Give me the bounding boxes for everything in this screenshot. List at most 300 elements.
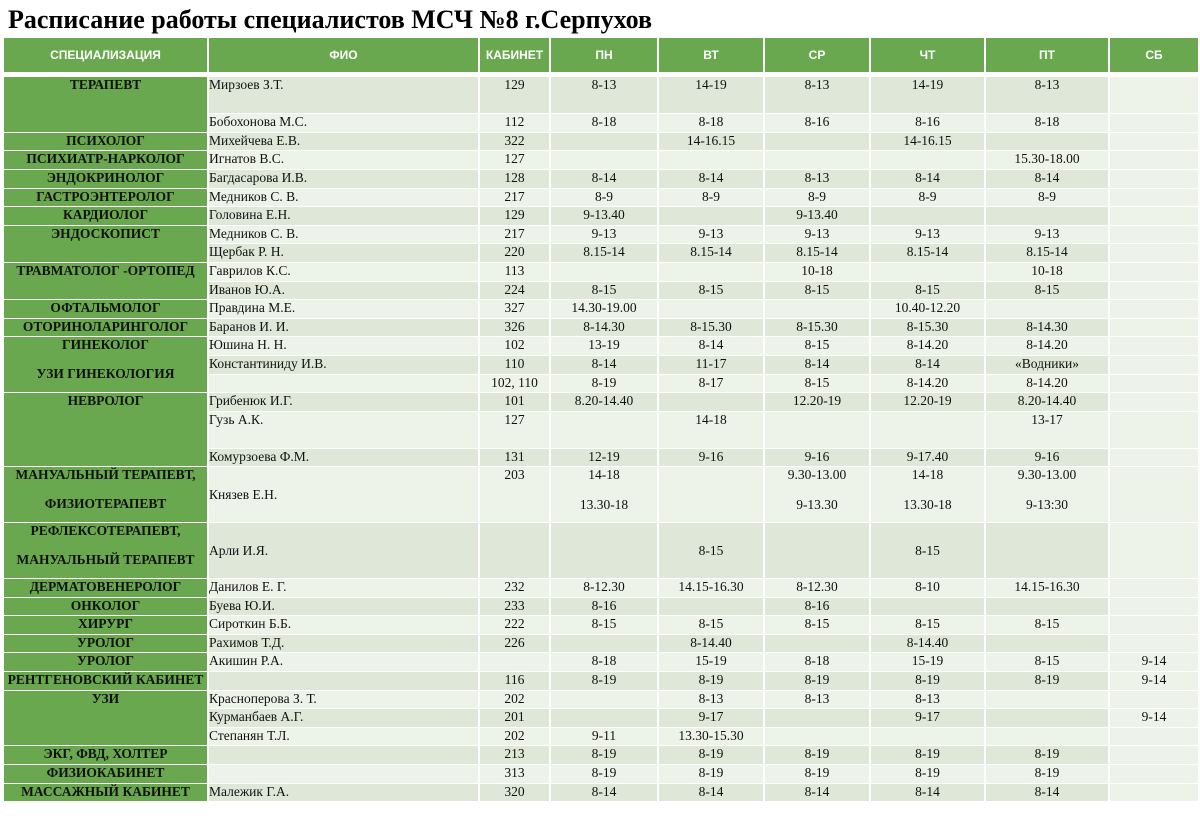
hours-mon-cell: 14.30-19.00 — [551, 300, 659, 319]
cabinet-cell: 102, 110 — [480, 375, 551, 394]
specialization-label: РЕНТГЕНОВСКИЙ КАБИНЕТ — [7, 672, 204, 688]
specialization-cell — [4, 77, 209, 133]
table-row — [4, 207, 1200, 226]
doctor-name-cell: Грибенюк И.Г. — [209, 393, 480, 412]
hours-fri-cell — [986, 728, 1110, 747]
hours-mon-cell: 8-9 — [551, 189, 659, 208]
hours-sat-cell — [1110, 467, 1200, 523]
hours-mon-cell: 8-14 — [551, 784, 659, 803]
specialization-cell — [4, 672, 209, 691]
hours-tue-cell: 13.30-15.30 — [659, 728, 765, 747]
hours-wed-cell — [765, 709, 871, 728]
hours-thu-cell: 8-19 — [871, 746, 986, 765]
hours-sat-cell — [1110, 319, 1200, 338]
hours-mon-cell: 8.20-14.40 — [551, 393, 659, 412]
hours-mon-cell: 8-18 — [551, 653, 659, 672]
doctor-name-cell: Медников С. В. — [209, 226, 480, 245]
hours-fri-cell — [986, 709, 1110, 728]
hours-tue-cell: 8-15 — [659, 616, 765, 635]
hours-tue-cell: 8-18 — [659, 114, 765, 133]
header-fio: ФИО — [209, 38, 480, 72]
cabinet-cell: 101 — [480, 393, 551, 412]
hours-thu-cell — [871, 728, 986, 747]
table-row — [4, 337, 1200, 356]
hours-wed-cell: 8-16 — [765, 114, 871, 133]
cabinet-cell: 102 — [480, 337, 551, 356]
cabinet-cell: 113 — [480, 263, 551, 282]
hours-tue-cell: 8-9 — [659, 189, 765, 208]
header-cabinet: КАБИНЕТ — [480, 38, 551, 72]
cabinet-cell — [480, 523, 551, 579]
hours-sat-cell — [1110, 356, 1200, 375]
cabinet-cell: 116 — [480, 672, 551, 691]
hours-fri-cell: 15.30-18.00 — [986, 151, 1110, 170]
specialization-label: ЭНДОСКОПИСТ — [50, 225, 161, 241]
hours-wed-cell — [765, 133, 871, 152]
specialization-label: ЭКГ, ФВД, ХОЛТЕР — [43, 746, 168, 762]
hours-sat-cell — [1110, 263, 1200, 282]
specialization-label: МАНУАЛЬНЫЙ ТЕРАПЕВТ — [16, 552, 195, 568]
hours-wed-cell — [765, 300, 871, 319]
specialization-label: УЗИ ГИНЕКОЛОГИЯ — [36, 366, 175, 382]
hours-tue-cell: 9-16 — [659, 449, 765, 468]
hours-fri-cell: 8-14.30 — [986, 319, 1110, 338]
hours-thu-cell: 9-17.40 — [871, 449, 986, 468]
hours-mon-cell: 8-19 — [551, 672, 659, 691]
table-row — [4, 635, 1200, 654]
hours-wed-cell: 8-14 — [765, 356, 871, 375]
hours-fri-cell: 8-18 — [986, 114, 1110, 133]
cabinet-cell: 226 — [480, 635, 551, 654]
hours-tue-cell: 9-17 — [659, 709, 765, 728]
hours-wed-cell: 8-16 — [765, 598, 871, 617]
hours-mon-cell — [551, 709, 659, 728]
hours-sat-cell — [1110, 579, 1200, 598]
specialization-label: ФИЗИОКАБИНЕТ — [46, 765, 165, 780]
specialization-cell — [4, 170, 209, 189]
hours-thu-cell: 8-15 — [871, 523, 986, 579]
hours-thu-cell: 8-14 — [871, 356, 986, 375]
specialization-cell — [4, 263, 209, 300]
hours-thu-cell: 9-13 — [871, 226, 986, 245]
specialization-cell — [4, 579, 209, 598]
doctor-name-cell: Сироткин Б.Б. — [209, 616, 480, 635]
cabinet-cell: 224 — [480, 282, 551, 301]
hours-wed-cell: 8.15-14 — [765, 244, 871, 263]
hours-thu-cell: 10.40-12.20 — [871, 300, 986, 319]
hours-tue-cell: 8-14 — [659, 784, 765, 803]
specialization-cell — [4, 691, 209, 747]
hours-thu-cell — [871, 151, 986, 170]
specialization-label: ОНКОЛОГ — [70, 597, 141, 613]
doctor-name-cell: Князев Е.Н. — [209, 467, 480, 523]
hours-tue-cell: 8-15 — [659, 523, 765, 579]
hours-tue-cell — [659, 151, 765, 170]
hours-sat-cell — [1110, 282, 1200, 301]
cabinet-cell: 202 — [480, 728, 551, 747]
specialization-cell — [4, 746, 209, 765]
hours-tue-cell: 14-16.15 — [659, 133, 765, 152]
table-row — [4, 691, 1200, 710]
hours-sat-cell — [1110, 765, 1200, 784]
hours-tue-cell: 8-17 — [659, 375, 765, 394]
cabinet-cell: 127 — [480, 412, 551, 449]
doctor-name-cell: Акишин Р.А. — [209, 653, 480, 672]
doctor-name-cell: Иванов Ю.А. — [209, 282, 480, 301]
hours-sat-cell: 9-14 — [1110, 709, 1200, 728]
hours-mon-cell — [551, 151, 659, 170]
hours-mon-cell: 12-19 — [551, 449, 659, 468]
specialization-cell — [4, 226, 209, 263]
hours-sat-cell — [1110, 133, 1200, 152]
hours-sat-cell — [1110, 207, 1200, 226]
hours-wed-cell: 8-18 — [765, 653, 871, 672]
header-wed: СР — [765, 38, 871, 72]
cabinet-cell: 217 — [480, 189, 551, 208]
hours-tue-cell: 8-15.30 — [659, 319, 765, 338]
table-row — [4, 784, 1200, 803]
hours-wed-cell: 9-13.40 — [765, 207, 871, 226]
hours-mon-cell: 8-16 — [551, 598, 659, 617]
hours-thu-cell: 8-14 — [871, 784, 986, 803]
hours-mon-cell: 8-19 — [551, 746, 659, 765]
table-row — [4, 393, 1200, 412]
hours-wed-cell: 9.30-13.00 9-13.30 — [765, 467, 871, 523]
hours-thu-cell: 8-15.30 — [871, 319, 986, 338]
hours-mon-cell: 8-12.30 — [551, 579, 659, 598]
hours-fri-cell — [986, 300, 1110, 319]
table-row — [4, 579, 1200, 598]
specialization-cell — [4, 151, 209, 170]
hours-sat-cell — [1110, 746, 1200, 765]
hours-wed-cell: 12.20-19 — [765, 393, 871, 412]
specialization-label: ДЕРМАТОВЕНЕРОЛОГ — [29, 579, 182, 595]
hours-wed-cell: 8-13 — [765, 170, 871, 189]
hours-tue-cell: 8-15 — [659, 282, 765, 301]
hours-fri-cell: 8-15 — [986, 616, 1110, 635]
specialization-label: ОФТАЛЬМОЛОГ — [50, 300, 161, 316]
hours-tue-cell: 11-17 — [659, 356, 765, 375]
cabinet-cell: 327 — [480, 300, 551, 319]
doctor-name-cell: Малежик Г.А. — [209, 784, 480, 803]
table-row — [4, 300, 1200, 319]
hours-fri-cell: 8.20-14.40 — [986, 393, 1110, 412]
cabinet-cell: 233 — [480, 598, 551, 617]
hours-thu-cell: 14-16.15 — [871, 133, 986, 152]
hours-sat-cell — [1110, 77, 1200, 114]
hours-thu-cell — [871, 598, 986, 617]
hours-thu-cell: 8-14.20 — [871, 337, 986, 356]
hours-mon-cell: 9-13.40 — [551, 207, 659, 226]
hours-fri-cell: 8-19 — [986, 672, 1110, 691]
hours-wed-cell — [765, 151, 871, 170]
cabinet-cell: 320 — [480, 784, 551, 803]
hours-tue-cell — [659, 207, 765, 226]
doctor-name-cell: Правдина М.Е. — [209, 300, 480, 319]
hours-thu-cell: 8.15-14 — [871, 244, 986, 263]
hours-fri-cell — [986, 691, 1110, 710]
hours-mon-cell: 8.15-14 — [551, 244, 659, 263]
hours-thu-cell: 8-9 — [871, 189, 986, 208]
hours-mon-cell — [551, 133, 659, 152]
specialization-cell — [4, 635, 209, 654]
doctor-name-cell — [209, 375, 480, 394]
hours-wed-cell: 8-15 — [765, 337, 871, 356]
cabinet-cell: 203 — [480, 467, 551, 523]
hours-sat-cell — [1110, 226, 1200, 245]
hours-fri-cell: 8-14.20 — [986, 375, 1110, 394]
specialization-cell — [4, 393, 209, 467]
cabinet-cell: 220 — [480, 244, 551, 263]
cabinet-cell — [480, 653, 551, 672]
hours-sat-cell: 9-14 — [1110, 672, 1200, 691]
doctor-name-cell — [209, 765, 480, 784]
hours-tue-cell: 14.15-16.30 — [659, 579, 765, 598]
hours-mon-cell: 8-13 — [551, 77, 659, 114]
hours-tue-cell: 14-18 — [659, 412, 765, 449]
doctor-name-cell: Степанян Т.Л. — [209, 728, 480, 747]
doctor-name-cell — [209, 746, 480, 765]
specialization-cell — [4, 189, 209, 208]
hours-fri-cell: 8-14 — [986, 784, 1110, 803]
doctor-name-cell: Рахимов Т.Д. — [209, 635, 480, 654]
hours-fri-cell: 8-15 — [986, 653, 1110, 672]
doctor-name-cell: Игнатов В.С. — [209, 151, 480, 170]
specialization-label: ТРАВМАТОЛОГ -ОРТОПЕД — [16, 262, 195, 278]
hours-thu-cell: 8-19 — [871, 672, 986, 691]
hours-tue-cell: 8-19 — [659, 765, 765, 784]
hours-mon-cell: 9-13 — [551, 226, 659, 245]
header-fri: ПТ — [986, 38, 1110, 72]
table-row — [4, 263, 1200, 282]
hours-thu-cell — [871, 263, 986, 282]
hours-mon-cell — [551, 412, 659, 449]
hours-tue-cell: 8-19 — [659, 746, 765, 765]
schedule-body — [4, 77, 1200, 802]
specialization-label: РЕФЛЕКСОТЕРАПЕВТ, — [30, 523, 181, 539]
doctor-name-cell: Курманбаев А.Г. — [209, 709, 480, 728]
hours-wed-cell: 9-16 — [765, 449, 871, 468]
hours-mon-cell: 8-14 — [551, 356, 659, 375]
table-row — [4, 672, 1200, 691]
hours-wed-cell: 8-13 — [765, 77, 871, 114]
cabinet-cell: 127 — [480, 151, 551, 170]
cabinet-cell: 313 — [480, 765, 551, 784]
hours-fri-cell — [986, 635, 1110, 654]
specialization-cell — [4, 467, 209, 523]
hours-sat-cell — [1110, 114, 1200, 133]
header-thu: ЧТ — [871, 38, 986, 72]
hours-tue-cell: 14-19 — [659, 77, 765, 114]
hours-fri-cell: 8-14 — [986, 170, 1110, 189]
hours-fri-cell: 13-17 — [986, 412, 1110, 449]
hours-sat-cell — [1110, 412, 1200, 449]
doctor-name-cell: Гузь А.К. — [209, 412, 480, 449]
doctor-name-cell: Мирзоев З.Т. — [209, 77, 480, 114]
page-title: Расписание работы специалистов МСЧ №8 г.Серпухов — [8, 5, 652, 34]
hours-thu-cell — [871, 207, 986, 226]
table-row — [4, 616, 1200, 635]
hours-wed-cell: 8-15 — [765, 616, 871, 635]
specialization-label: УЗИ — [91, 690, 120, 706]
cabinet-cell: 213 — [480, 746, 551, 765]
table-row — [4, 523, 1200, 579]
specialization-label: ЭНДОКРИНОЛОГ — [46, 169, 165, 185]
hours-wed-cell: 8-12.30 — [765, 579, 871, 598]
hours-tue-cell: 15-19 — [659, 653, 765, 672]
specialization-label: ГИНЕКОЛОГ — [61, 337, 150, 353]
hours-sat-cell: 9-14 — [1110, 653, 1200, 672]
hours-thu-cell: 8-19 — [871, 765, 986, 784]
header-specialization: СПЕЦИАЛИЗАЦИЯ — [4, 38, 209, 72]
hours-wed-cell — [765, 635, 871, 654]
specialization-label: МАССАЖНЫЙ КАБИНЕТ — [21, 783, 190, 799]
hours-wed-cell: 9-13 — [765, 226, 871, 245]
cabinet-cell: 232 — [480, 579, 551, 598]
hours-tue-cell — [659, 300, 765, 319]
hours-fri-cell — [986, 207, 1110, 226]
hours-thu-cell — [871, 412, 986, 449]
hours-wed-cell: 8-19 — [765, 765, 871, 784]
hours-mon-cell — [551, 263, 659, 282]
specialization-label: ПСИХИАТР-НАРКОЛОГ — [26, 151, 185, 167]
hours-fri-cell: 9.30-13.00 9-13:30 — [986, 467, 1110, 523]
hours-mon-cell: 8-14 — [551, 170, 659, 189]
specialization-cell — [4, 653, 209, 672]
hours-fri-cell: 8-19 — [986, 746, 1110, 765]
cabinet-cell: 201 — [480, 709, 551, 728]
specialization-cell — [4, 207, 209, 226]
hours-wed-cell: 8-15 — [765, 375, 871, 394]
specialization-cell — [4, 337, 209, 393]
specialization-label: МАНУАЛЬНЫЙ ТЕРАПЕВТ, — [15, 467, 196, 483]
doctor-name-cell: Юшина Н. Н. — [209, 337, 480, 356]
header-row — [4, 38, 1200, 72]
cabinet-cell: 129 — [480, 207, 551, 226]
table-row — [4, 746, 1200, 765]
cabinet-cell: 222 — [480, 616, 551, 635]
specialization-label: КАРДИОЛОГ — [62, 207, 149, 223]
hours-thu-cell: 8-14.20 — [871, 375, 986, 394]
hours-mon-cell: 13-19 — [551, 337, 659, 356]
cabinet-cell: 326 — [480, 319, 551, 338]
hours-sat-cell — [1110, 728, 1200, 747]
doctor-name-cell: Бобохонова М.С. — [209, 114, 480, 133]
hours-sat-cell — [1110, 375, 1200, 394]
header-tue: ВТ — [659, 38, 765, 72]
specialization-label: ТЕРАПЕВТ — [69, 77, 142, 92]
hours-tue-cell: 9-13 — [659, 226, 765, 245]
hours-wed-cell: 8-19 — [765, 746, 871, 765]
doctor-name-cell: Михейчева Е.В. — [209, 133, 480, 152]
hours-sat-cell — [1110, 189, 1200, 208]
hours-mon-cell: 8-19 — [551, 765, 659, 784]
specialization-cell — [4, 133, 209, 152]
hours-fri-cell: 10-18 — [986, 263, 1110, 282]
table-row — [4, 467, 1200, 523]
hours-fri-cell: 8-14.20 — [986, 337, 1110, 356]
header-mon: ПН — [551, 38, 659, 72]
hours-fri-cell — [986, 133, 1110, 152]
specialization-label: УРОЛОГ — [76, 653, 135, 669]
specialization-cell — [4, 616, 209, 635]
cabinet-cell: 131 — [480, 449, 551, 468]
specialization-label: ФИЗИОТЕРАПЕВТ — [44, 496, 167, 512]
specialization-label: ГАСТРОЭНТЕРОЛОГ — [36, 188, 175, 204]
doctor-name-cell: Баранов И. И. — [209, 319, 480, 338]
table-row — [4, 170, 1200, 189]
cabinet-cell: 322 — [480, 133, 551, 152]
hours-sat-cell — [1110, 337, 1200, 356]
hours-tue-cell: 8-14 — [659, 170, 765, 189]
hours-fri-cell: 8.15-14 — [986, 244, 1110, 263]
hours-thu-cell: 8-15 — [871, 616, 986, 635]
hours-fri-cell: 8-9 — [986, 189, 1110, 208]
cabinet-cell: 129 — [480, 77, 551, 114]
doctor-name-cell: Комурзоева Ф.М. — [209, 449, 480, 468]
schedule-table — [4, 38, 1200, 802]
hours-wed-cell: 8-14 — [765, 784, 871, 803]
doctor-name-cell: Гаврилов К.С. — [209, 263, 480, 282]
cabinet-cell: 112 — [480, 114, 551, 133]
hours-sat-cell — [1110, 635, 1200, 654]
specialization-cell — [4, 319, 209, 338]
hours-fri-cell: 9-13 — [986, 226, 1110, 245]
hours-sat-cell — [1110, 449, 1200, 468]
hours-sat-cell — [1110, 244, 1200, 263]
hours-fri-cell — [986, 523, 1110, 579]
hours-mon-cell — [551, 635, 659, 654]
specialization-cell — [4, 765, 209, 784]
hours-mon-cell: 8-15 — [551, 616, 659, 635]
hours-sat-cell — [1110, 300, 1200, 319]
specialization-label: ОТОРИНОЛАРИНГОЛОГ — [22, 318, 189, 334]
table-row — [4, 151, 1200, 170]
hours-wed-cell — [765, 523, 871, 579]
hours-thu-cell: 15-19 — [871, 653, 986, 672]
hours-tue-cell: 8-14.40 — [659, 635, 765, 654]
hours-sat-cell — [1110, 784, 1200, 803]
specialization-cell — [4, 598, 209, 617]
hours-mon-cell: 8-15 — [551, 282, 659, 301]
hours-thu-cell: 8-15 — [871, 282, 986, 301]
hours-sat-cell — [1110, 151, 1200, 170]
hours-tue-cell — [659, 598, 765, 617]
cabinet-cell: 128 — [480, 170, 551, 189]
hours-wed-cell: 8-13 — [765, 691, 871, 710]
hours-thu-cell: 8-14.40 — [871, 635, 986, 654]
hours-wed-cell: 8-19 — [765, 672, 871, 691]
hours-thu-cell: 8-14 — [871, 170, 986, 189]
hours-fri-cell: 8-15 — [986, 282, 1110, 301]
hours-fri-cell: «Водники» — [986, 356, 1110, 375]
hours-tue-cell: 8-13 — [659, 691, 765, 710]
hours-fri-cell: 8-19 — [986, 765, 1110, 784]
table-row — [4, 226, 1200, 245]
hours-thu-cell: 14-19 — [871, 77, 986, 114]
hours-sat-cell — [1110, 170, 1200, 189]
doctor-name-cell: Багдасарова И.В. — [209, 170, 480, 189]
hours-thu-cell: 8-13 — [871, 691, 986, 710]
specialization-label: НЕВРОЛОГ — [67, 393, 144, 409]
specialization-label: ХИРУРГ — [78, 616, 133, 632]
specialization-cell — [4, 300, 209, 319]
hours-mon-cell: 8-19 — [551, 375, 659, 394]
hours-wed-cell: 8-15 — [765, 282, 871, 301]
hours-fri-cell: 9-16 — [986, 449, 1110, 468]
cabinet-cell: 202 — [480, 691, 551, 710]
hours-thu-cell: 9-17 — [871, 709, 986, 728]
